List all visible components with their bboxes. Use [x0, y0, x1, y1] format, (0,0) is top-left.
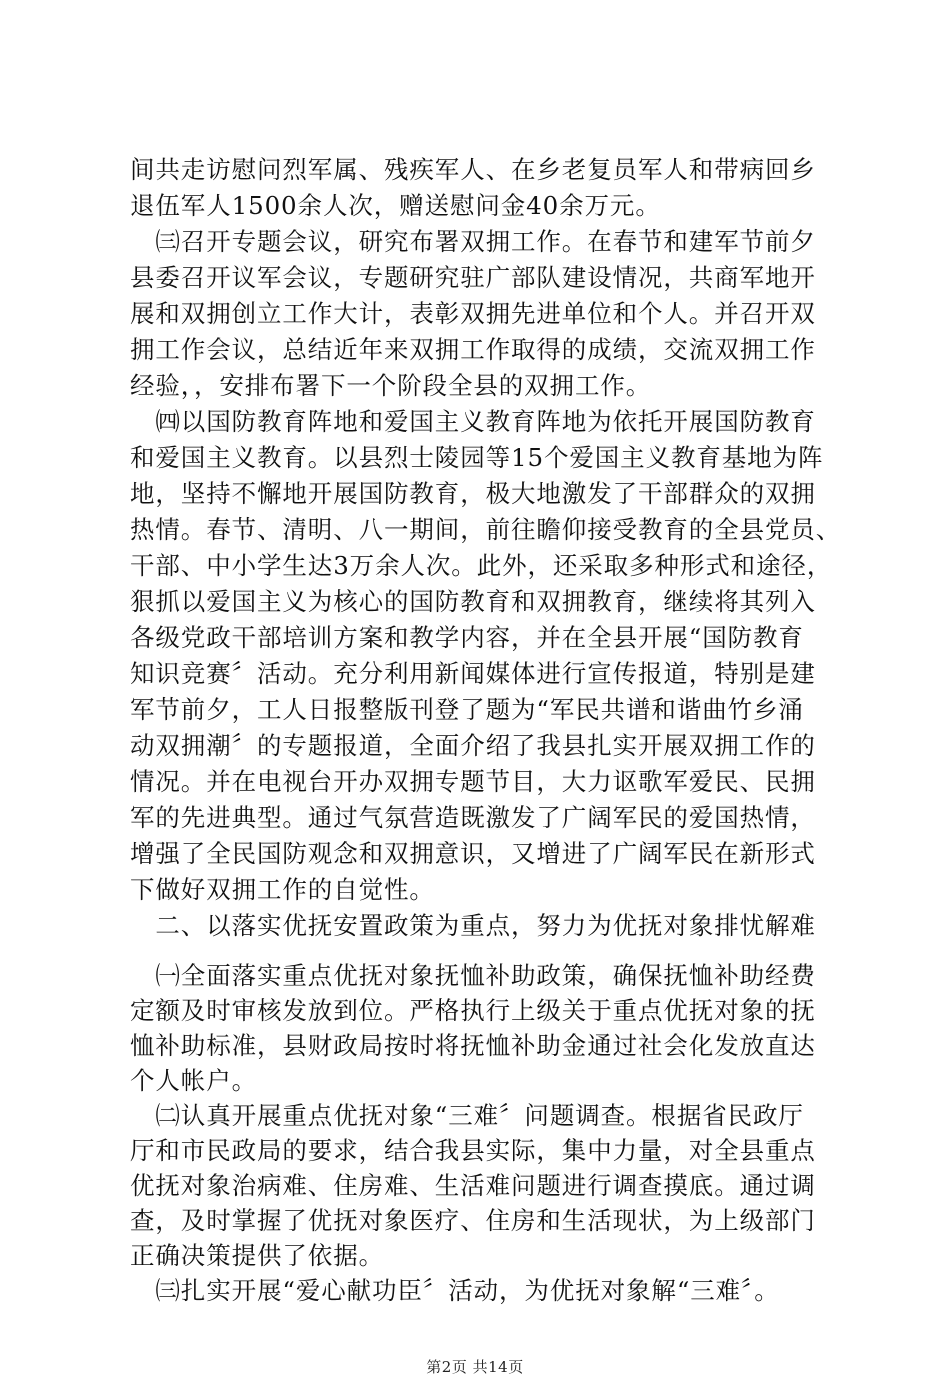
body-text-line: 查，及时掌握了优抚对象医疗、住房和生活现状，为上级部门 [130, 1206, 816, 1235]
body-text-line: 定额及时审核发放到位。严格执行上级关于重点优抚对象的抚 [130, 996, 816, 1025]
body-text-line: ㈢扎实开展“爱心献功臣〞活动，为优抚对象解“三难〞。 [130, 1276, 780, 1305]
body-text-line: 增强了全民国防观念和双拥意识，又增进了广阔军民在新形式 [130, 839, 816, 868]
body-text-line: 经验，，安排布署下一个阶段全县的双拥工作。 [130, 371, 652, 400]
body-text-line: 和爱国主义教育。以县烈士陵园等15个爱国主义教育基地为阵 [130, 443, 824, 472]
body-text-line: ㈠全面落实重点优抚对象抚恤补助政策，确保抚恤补助经费 [130, 961, 816, 990]
body-text-line: 军节前夕，工人日报整版刊登了题为“军民共谱和谐曲竹乡涌 [130, 695, 804, 724]
body-text-line: 退伍军人1500余人次，赠送慰问金40余万元。 [130, 191, 661, 220]
section-heading: 二、以落实优抚安置政策为重点，努力为优抚对象排忧解难 [130, 911, 816, 940]
body-text-line: 各级党政干部培训方案和教学内容，并在全县开展“国防教育 [130, 623, 804, 652]
body-text-line: 展和双拥创立工作大计，表彰双拥先进单位和个人。并召开双 [130, 299, 816, 328]
body-text-line: 个人帐户。 [130, 1066, 257, 1095]
body-text-line: 下做好双拥工作的自觉性。 [130, 875, 435, 904]
body-text-line: 热情。春节、清明、八一期间，前往瞻仰接受教育的全县党员、 [130, 515, 842, 544]
body-text-line: 恤补助标准，县财政局按时将抚恤补助金通过社会化发放直达 [130, 1031, 816, 1060]
body-text-line: 间共走访慰问烈军属、残疾军人、在乡老复员军人和带病回乡 [130, 155, 816, 184]
body-text-line: ㈢召开专题会议，研究布署双拥工作。在春节和建军节前夕 [130, 227, 816, 256]
body-text-line: 情况。并在电视台开办双拥专题节目，大力讴歌军爱民、民拥 [130, 767, 816, 796]
body-text-line: 优抚对象治病难、住房难、生活难问题进行调查摸底。通过调 [130, 1171, 816, 1200]
body-text-line: 厅和市民政局的要求，结合我县实际，集中力量，对全县重点 [130, 1136, 816, 1165]
body-text-line: 动双拥潮〞的专题报道，全面介绍了我县扎实开展双拥工作的 [130, 731, 816, 760]
body-text-line: ㈣以国防教育阵地和爱国主义教育阵地为依托开展国防教育 [130, 407, 816, 436]
body-text-line: 县委召开议军会议，专题研究驻广部队建设情况，共商军地开 [130, 263, 816, 292]
page-number-footer: 第2页 共14页 [426, 1358, 524, 1376]
body-text-line: 军的先进典型。通过气氛营造既激发了广阔军民的爱国热情， [130, 803, 816, 832]
body-text-line: 干部、中小学生达3万余人次。此外，还采取多种形式和途径， [130, 551, 833, 580]
body-text-line: 正确决策提供了依据。 [130, 1241, 384, 1270]
body-text-line: 地，坚持不懈地开展国防教育，极大地激发了干部群众的双拥 [130, 479, 816, 508]
body-text-line: 拥工作会议，总结近年来双拥工作取得的成绩，交流双拥工作 [130, 335, 816, 364]
body-text-line: 知识竞赛〞活动。充分利用新闻媒体进行宣传报道，特别是建 [130, 659, 816, 688]
body-text-line: 狠抓以爱国主义为核心的国防教育和双拥教育，继续将其列入 [130, 587, 816, 616]
body-text-line: ㈡认真开展重点优抚对象“三难〞问题调查。根据省民政厅 [130, 1101, 804, 1130]
